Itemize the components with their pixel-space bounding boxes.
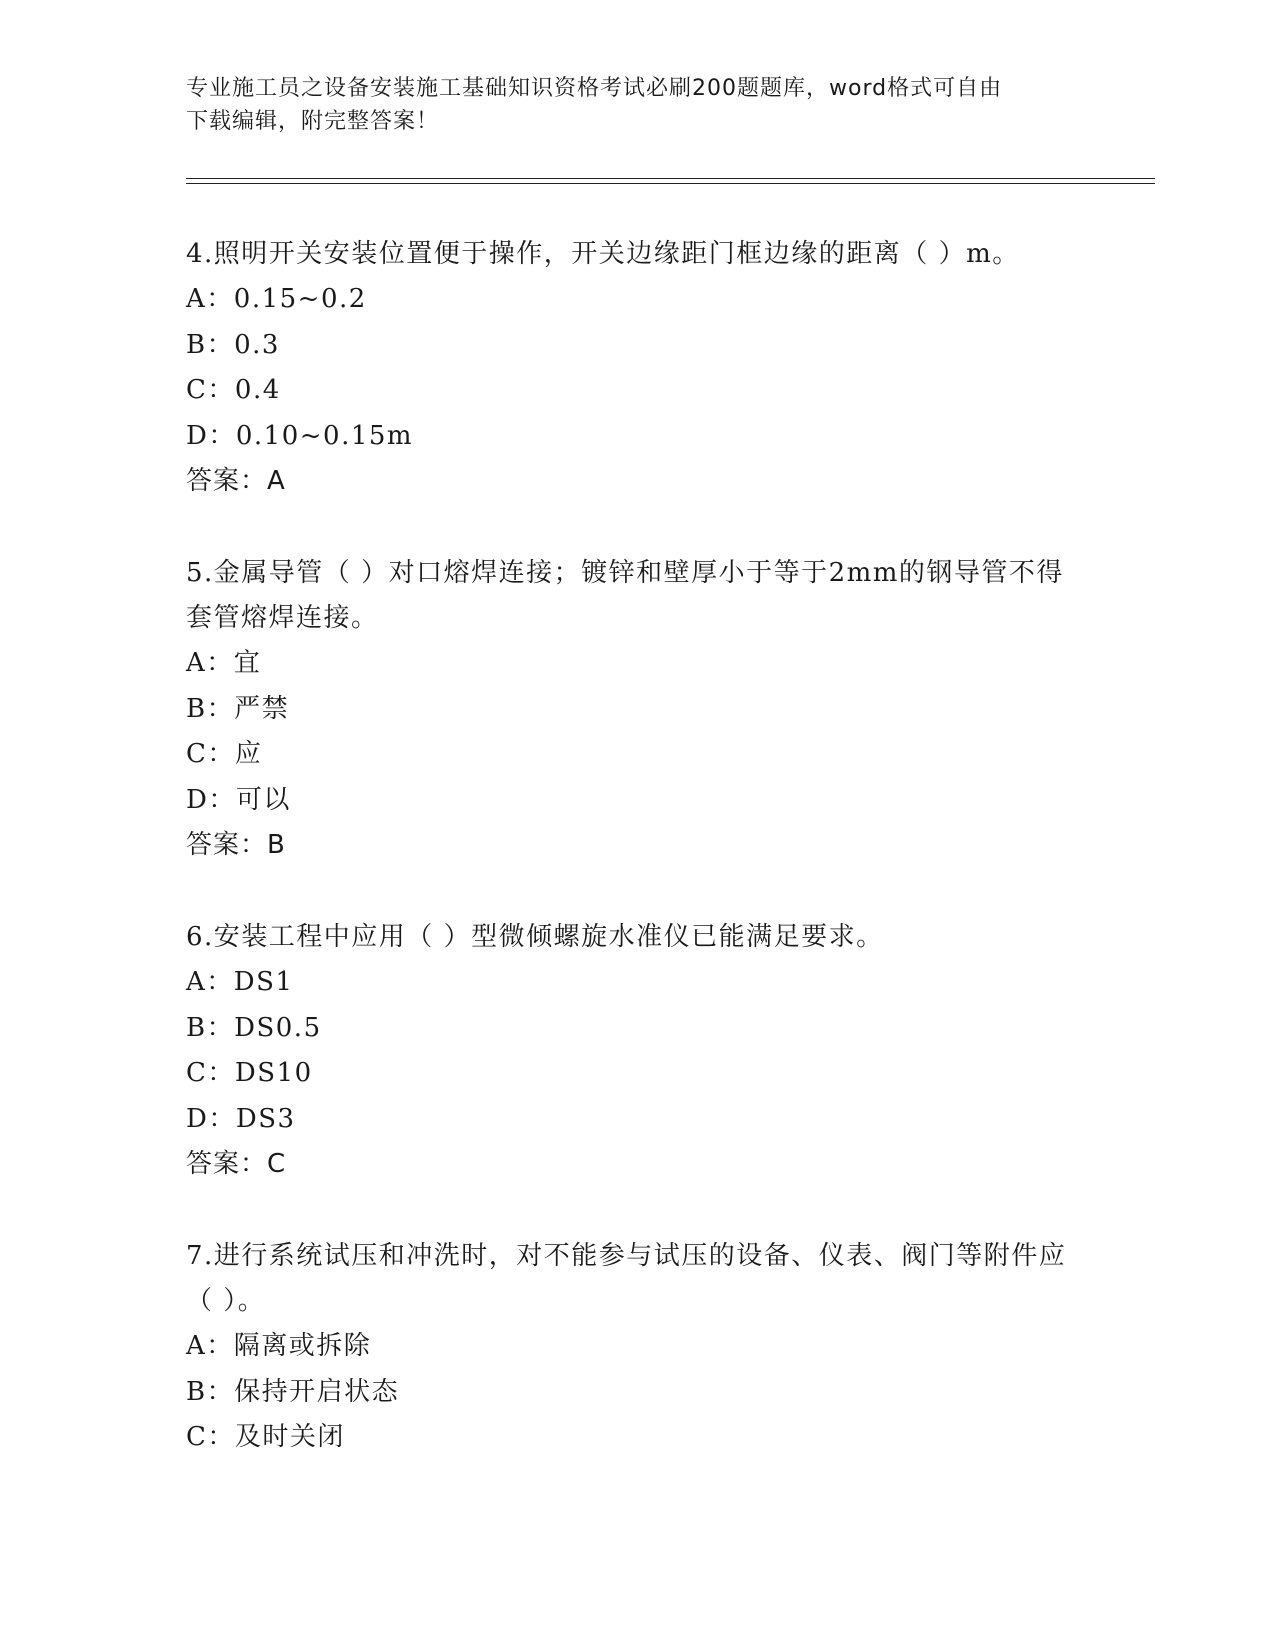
question-stem: 5.金属导管（ ）对口熔焊连接；镀锌和壁厚小于等于2mm的钢导管不得套管熔焊连接。 (186, 558, 1064, 633)
option-label: C： (186, 1058, 235, 1088)
option-label: B： (186, 693, 235, 724)
option-text: DS1 (233, 967, 294, 997)
option-label: B： (186, 329, 235, 360)
option-label: C： (186, 375, 235, 405)
question-stem: 4.照明开关安装位置便于操作，开关边缘距门框边缘的距离（ ）m。 (186, 239, 1020, 269)
option-text: 严禁 (234, 693, 290, 724)
option-text: 0.15~0.2 (233, 284, 367, 314)
option-text: DS3 (235, 1103, 296, 1134)
header-divider-bottom (186, 183, 1155, 184)
option-text: 0.10~0.15m (235, 420, 414, 451)
option-b (186, 1370, 1086, 1416)
header-line-2: 下载编辑，附完整答案！ (186, 109, 440, 134)
question-4 (186, 232, 1086, 504)
option-label: C： (186, 1422, 235, 1452)
option-label: A： (186, 1331, 234, 1361)
option-b (186, 687, 1086, 733)
question-6 (186, 915, 1086, 1187)
option-label: B： (186, 1376, 235, 1407)
option-text: 保持开启状态 (234, 1376, 400, 1407)
option-text: 0.3 (234, 329, 280, 360)
option-a (186, 1324, 1086, 1370)
option-c (186, 1415, 1086, 1461)
option-label: D： (186, 420, 236, 451)
option-label: B： (186, 1012, 235, 1043)
question-stem: 6.安装工程中应用（ ）型微倾螺旋水准仪已能满足要求。 (186, 922, 884, 952)
option-d (186, 414, 1086, 460)
option-label: C： (186, 739, 235, 769)
header-divider-top (186, 178, 1155, 179)
option-d (186, 1097, 1086, 1143)
option-text: 隔离或拆除 (233, 1331, 372, 1361)
option-c (186, 732, 1086, 778)
header-line-1: 专业施工员之设备安装施工基础知识资格考试必刷200题题库，word格式可自由 (186, 76, 1003, 101)
option-text: 0.4 (234, 375, 281, 405)
option-text: 可以 (235, 784, 291, 815)
option-a (186, 960, 1086, 1006)
option-text: DS0.5 (234, 1012, 322, 1043)
option-label: D： (186, 784, 236, 815)
document-header (186, 72, 1086, 138)
option-text: 宜 (233, 648, 262, 678)
question-stem: 7.进行系统试压和冲洗时，对不能参与试压的设备、仪表、阀门等附件应（ ）。 (186, 1241, 1067, 1316)
option-text: DS10 (234, 1058, 313, 1088)
option-label: A： (186, 967, 234, 997)
answer-line: 答案：C (186, 1149, 287, 1179)
option-d (186, 778, 1086, 824)
option-label: D： (186, 1103, 236, 1134)
option-text: 应 (234, 739, 263, 769)
option-b (186, 1006, 1086, 1052)
option-a (186, 641, 1086, 687)
answer-line: 答案：A (186, 466, 286, 496)
option-a (186, 277, 1086, 323)
option-label: A： (186, 284, 234, 314)
question-list (186, 232, 1086, 1508)
answer-line: 答案：B (186, 830, 286, 860)
option-text: 及时关闭 (234, 1422, 345, 1452)
question-7 (186, 1234, 1086, 1461)
option-c (186, 1051, 1086, 1097)
option-b (186, 323, 1086, 369)
option-c (186, 368, 1086, 414)
option-label: A： (186, 648, 234, 678)
question-5 (186, 551, 1086, 868)
